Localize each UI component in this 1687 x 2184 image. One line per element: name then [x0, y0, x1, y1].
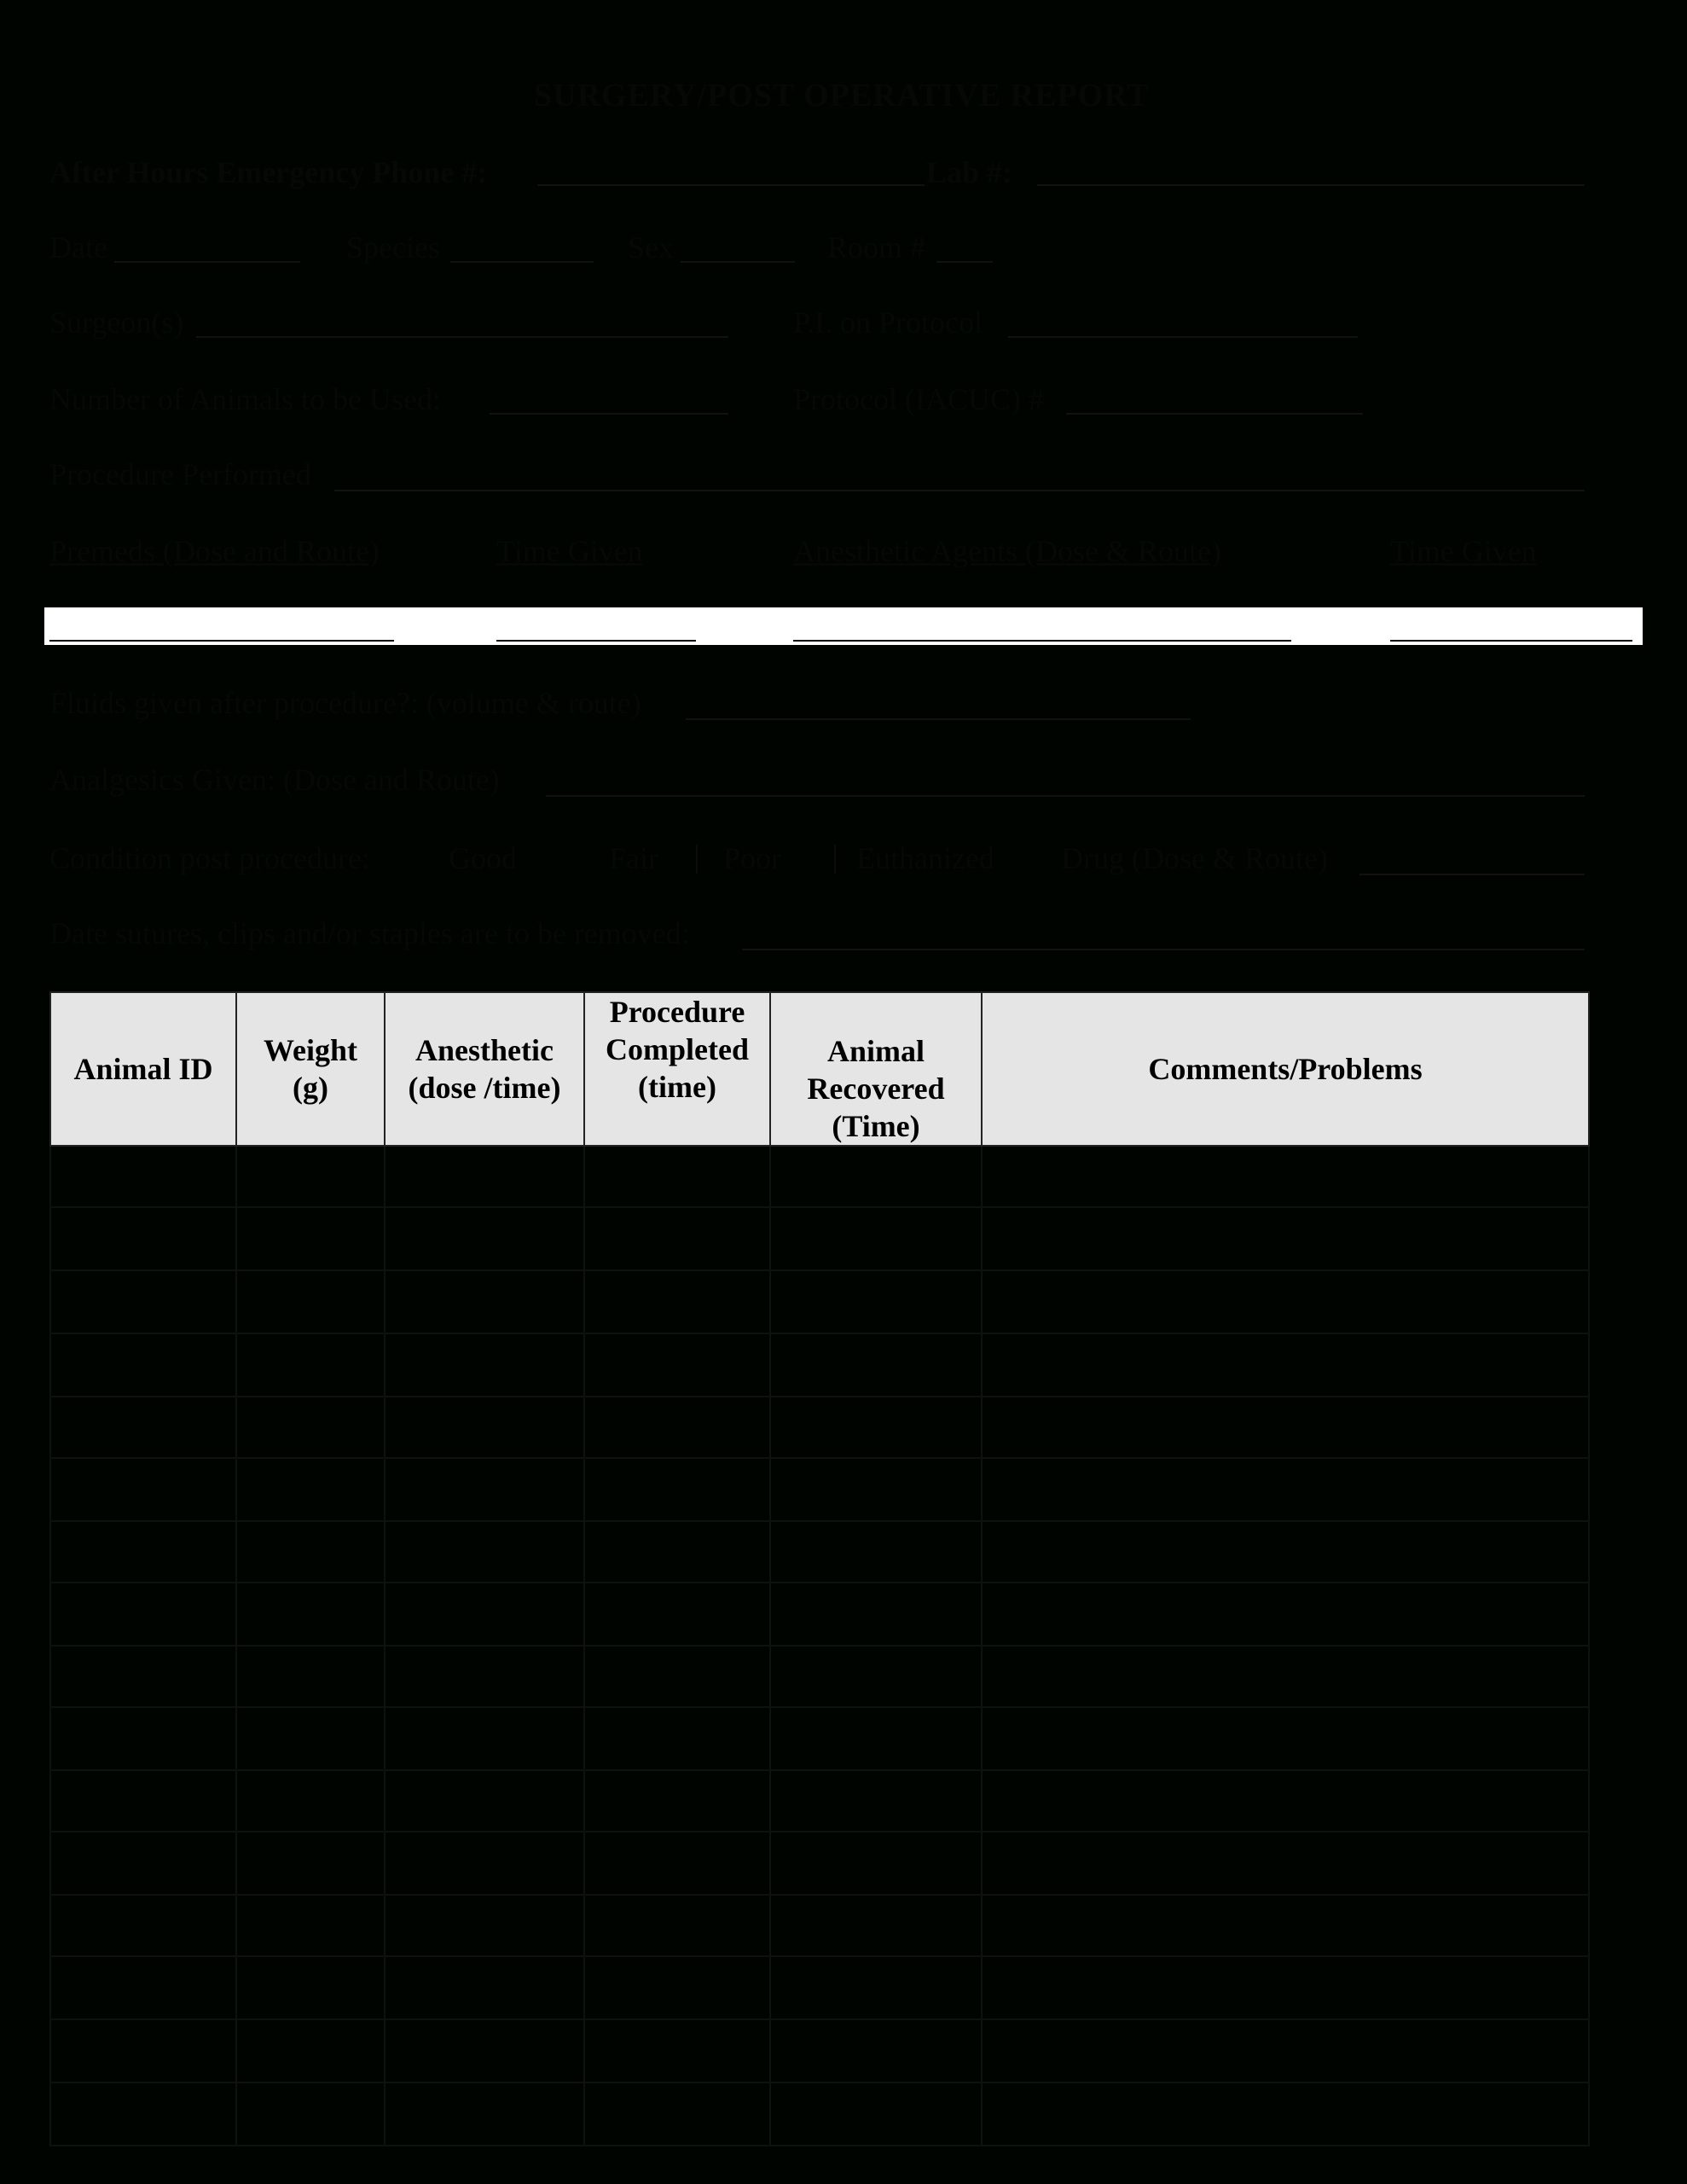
- condition-poor-option[interactable]: Poor: [723, 841, 782, 875]
- header-animal-id: Animal ID: [50, 992, 236, 1146]
- table-cell[interactable]: [770, 1832, 982, 1895]
- table-cell[interactable]: [236, 2019, 385, 2082]
- table-cell[interactable]: [50, 1895, 236, 1956]
- num-animals-field[interactable]: [490, 413, 728, 415]
- table-cell[interactable]: [385, 1583, 584, 1646]
- fluids-field[interactable]: [686, 718, 1191, 720]
- table-cell[interactable]: [770, 1770, 982, 1832]
- date-field[interactable]: [114, 261, 300, 263]
- time-given-1-label: Time Given: [496, 534, 643, 568]
- surgeons-field[interactable]: [196, 336, 728, 338]
- emergency-phone-label: After Hours Emergency Phone #:: [49, 155, 488, 189]
- header-procedure-completed: Procedure Completed (time): [584, 992, 770, 1146]
- table-row: [50, 1458, 1589, 1521]
- table-cell[interactable]: [982, 1646, 1589, 1707]
- table-cell[interactable]: [770, 1646, 982, 1707]
- table-cell[interactable]: [236, 1458, 385, 1521]
- table-cell[interactable]: [982, 1333, 1589, 1397]
- table-cell[interactable]: [385, 1956, 584, 2019]
- table-cell[interactable]: [236, 1583, 385, 1646]
- table-cell[interactable]: [236, 1770, 385, 1832]
- pi-protocol-label: P.I. on Protocol: [793, 305, 983, 340]
- page-title: SURGERY/POST OPERATIVE REPORT: [534, 78, 1150, 113]
- premeds-label: Premeds (Dose and Route): [49, 534, 380, 568]
- table-cell[interactable]: [982, 2019, 1589, 2082]
- table-row: [50, 1832, 1589, 1895]
- table-cell[interactable]: [770, 1207, 982, 1270]
- table-cell[interactable]: [584, 1583, 770, 1646]
- anesthetic-agents-label: Anesthetic Agents (Dose & Route): [793, 534, 1221, 568]
- table-cell[interactable]: [982, 1832, 1589, 1895]
- table-cell[interactable]: [236, 1397, 385, 1458]
- header-animal-recovered: Animal Recovered (Time): [770, 992, 982, 1146]
- table-cell[interactable]: [982, 1521, 1589, 1583]
- table-cell[interactable]: [982, 1146, 1589, 1207]
- table-cell[interactable]: [770, 1583, 982, 1646]
- sutures-label: Date sutures, clips and/or staples are to be removed:: [49, 916, 690, 950]
- table-row: [50, 1333, 1589, 1397]
- protocol-iacuc-field[interactable]: [1066, 413, 1363, 415]
- table-cell[interactable]: [584, 1333, 770, 1397]
- table-cell[interactable]: [770, 2019, 982, 2082]
- sex-label: Sex: [628, 230, 674, 264]
- table-cell[interactable]: [770, 1458, 982, 1521]
- analgesics-label: Analgesics Given: (Dose and Route): [49, 763, 500, 797]
- sex-field[interactable]: [681, 261, 795, 263]
- table-cell[interactable]: [584, 1956, 770, 2019]
- procedure-field[interactable]: [334, 490, 1585, 491]
- table-cell[interactable]: [982, 1207, 1589, 1270]
- table-cell[interactable]: [385, 1770, 584, 1832]
- table-cell[interactable]: [584, 1832, 770, 1895]
- table-cell[interactable]: [385, 2019, 584, 2082]
- table-cell[interactable]: [236, 1646, 385, 1707]
- premeds-field[interactable]: [49, 640, 394, 642]
- table-row: [50, 1583, 1589, 1646]
- table-cell[interactable]: [770, 1956, 982, 2019]
- table-cell[interactable]: [385, 1146, 584, 1207]
- analgesics-field[interactable]: [546, 795, 1585, 797]
- table-cell[interactable]: [385, 2082, 584, 2146]
- date-label: Date: [49, 230, 107, 264]
- anesthetic-agents-field[interactable]: [793, 640, 1291, 642]
- emergency-phone-field[interactable]: [537, 184, 925, 186]
- table-cell[interactable]: [385, 1521, 584, 1583]
- table-cell[interactable]: [584, 2019, 770, 2082]
- num-animals-label: Number of Animals to be Used:: [49, 382, 441, 416]
- table-cell[interactable]: [50, 1207, 236, 1270]
- table-cell[interactable]: [584, 1895, 770, 1956]
- premeds-entry-band: [44, 607, 1643, 645]
- room-field[interactable]: [936, 261, 993, 263]
- fluids-label: Fluids given after procedure?: (volume & route): [49, 686, 641, 720]
- table-cell[interactable]: [770, 1146, 982, 1207]
- table-body: [50, 1146, 1589, 2146]
- table-cell[interactable]: [385, 1333, 584, 1397]
- header-anesthetic: Anesthetic (dose /time): [385, 992, 584, 1146]
- table-cell[interactable]: [584, 1458, 770, 1521]
- table-cell[interactable]: [385, 1707, 584, 1770]
- table-row: [50, 1521, 1589, 1583]
- table-row: [50, 1770, 1589, 1832]
- table-cell[interactable]: [50, 1583, 236, 1646]
- table-cell[interactable]: [236, 1707, 385, 1770]
- table-cell[interactable]: [770, 1397, 982, 1458]
- table-cell[interactable]: [50, 1397, 236, 1458]
- table-cell[interactable]: [584, 1270, 770, 1333]
- protocol-iacuc-label: Protocol (IACUC) #: [793, 382, 1044, 416]
- table-cell[interactable]: [770, 1333, 982, 1397]
- table-cell[interactable]: [584, 1146, 770, 1207]
- table-row: [50, 1270, 1589, 1333]
- table-row: [50, 1956, 1589, 2019]
- table-row: [50, 2082, 1589, 2146]
- table-cell[interactable]: [982, 1397, 1589, 1458]
- table-cell[interactable]: [50, 1956, 236, 2019]
- table-cell[interactable]: [236, 1146, 385, 1207]
- table-cell[interactable]: [50, 2082, 236, 2146]
- table-row: [50, 1646, 1589, 1707]
- drug-field[interactable]: [1359, 874, 1585, 875]
- table-cell[interactable]: [50, 1458, 236, 1521]
- procedure-label: Procedure Performed: [49, 457, 311, 491]
- table-header-row: [50, 992, 1589, 1146]
- table-cell[interactable]: [236, 1333, 385, 1397]
- surgeons-label: Surgeon(s): [49, 305, 184, 340]
- table-cell[interactable]: [385, 1207, 584, 1270]
- table-row: [50, 1146, 1589, 1207]
- table-cell[interactable]: [50, 2019, 236, 2082]
- table-cell[interactable]: [982, 1895, 1589, 1956]
- table-cell[interactable]: [50, 1832, 236, 1895]
- table-cell[interactable]: [385, 1270, 584, 1333]
- table-cell[interactable]: [236, 1895, 385, 1956]
- table-cell[interactable]: [50, 1146, 236, 1207]
- table-row: [50, 1207, 1589, 1270]
- table-cell[interactable]: [982, 1458, 1589, 1521]
- table-cell[interactable]: [584, 1646, 770, 1707]
- table-cell[interactable]: [236, 1832, 385, 1895]
- table-cell[interactable]: [236, 2082, 385, 2146]
- table-cell[interactable]: [584, 2082, 770, 2146]
- pi-protocol-field[interactable]: [1008, 336, 1358, 338]
- table-cell[interactable]: [770, 1895, 982, 1956]
- table-row: [50, 1707, 1589, 1770]
- table-cell[interactable]: [50, 1770, 236, 1832]
- table-cell[interactable]: [770, 1270, 982, 1333]
- table-cell[interactable]: [982, 1270, 1589, 1333]
- condition-good-option[interactable]: Good: [449, 841, 517, 875]
- table-cell[interactable]: [584, 1521, 770, 1583]
- table-row: [50, 2019, 1589, 2082]
- table-cell[interactable]: [584, 1707, 770, 1770]
- table-cell[interactable]: [770, 2082, 982, 2146]
- condition-fair-option[interactable]: Fair: [609, 841, 658, 875]
- time-given-2-label: Time Given: [1390, 534, 1537, 568]
- table-cell[interactable]: [50, 1521, 236, 1583]
- animal-records-table: [49, 991, 1590, 2146]
- table-cell[interactable]: [982, 1583, 1589, 1646]
- table-cell[interactable]: [982, 1707, 1589, 1770]
- condition-label: Condition post procedure:: [49, 841, 370, 875]
- table-cell[interactable]: [982, 2082, 1589, 2146]
- table-cell[interactable]: [385, 1397, 584, 1458]
- drug-label: Drug (Dose & Route): [1061, 841, 1328, 875]
- table-cell[interactable]: [385, 1832, 584, 1895]
- table-cell[interactable]: [584, 1770, 770, 1832]
- table-row: [50, 1397, 1589, 1458]
- species-field[interactable]: [450, 261, 594, 263]
- table-cell[interactable]: [584, 1397, 770, 1458]
- table-cell[interactable]: [236, 1956, 385, 2019]
- table-row: [50, 1895, 1589, 1956]
- sutures-field[interactable]: [742, 949, 1585, 950]
- table-cell[interactable]: [50, 1270, 236, 1333]
- header-comments: Comments/Problems: [982, 992, 1589, 1146]
- time-given-1-field[interactable]: [496, 640, 696, 642]
- table-cell[interactable]: [50, 1333, 236, 1397]
- species-label: Species: [346, 230, 440, 264]
- table-cell[interactable]: [385, 1458, 584, 1521]
- table-cell[interactable]: [770, 1521, 982, 1583]
- table-cell[interactable]: [50, 1707, 236, 1770]
- table-cell[interactable]: [236, 1207, 385, 1270]
- table-cell[interactable]: [385, 1895, 584, 1956]
- lab-label: Lab #:: [926, 155, 1013, 189]
- table-cell[interactable]: [50, 1646, 236, 1707]
- poor-checkbox[interactable]: [834, 845, 836, 874]
- room-label: Room #: [827, 230, 926, 264]
- table-cell[interactable]: [982, 1770, 1589, 1832]
- table-cell[interactable]: [236, 1270, 385, 1333]
- table-cell[interactable]: [770, 1707, 982, 1770]
- condition-euthanized-option[interactable]: Euthanized: [856, 841, 994, 875]
- lab-field[interactable]: [1037, 184, 1585, 186]
- time-given-2-field[interactable]: [1390, 640, 1632, 642]
- table-cell[interactable]: [982, 1956, 1589, 2019]
- fair-checkbox[interactable]: [696, 845, 698, 874]
- table-cell[interactable]: [584, 1207, 770, 1270]
- header-weight: Weight (g): [236, 992, 385, 1146]
- table-cell[interactable]: [385, 1646, 584, 1707]
- table-cell[interactable]: [236, 1521, 385, 1583]
